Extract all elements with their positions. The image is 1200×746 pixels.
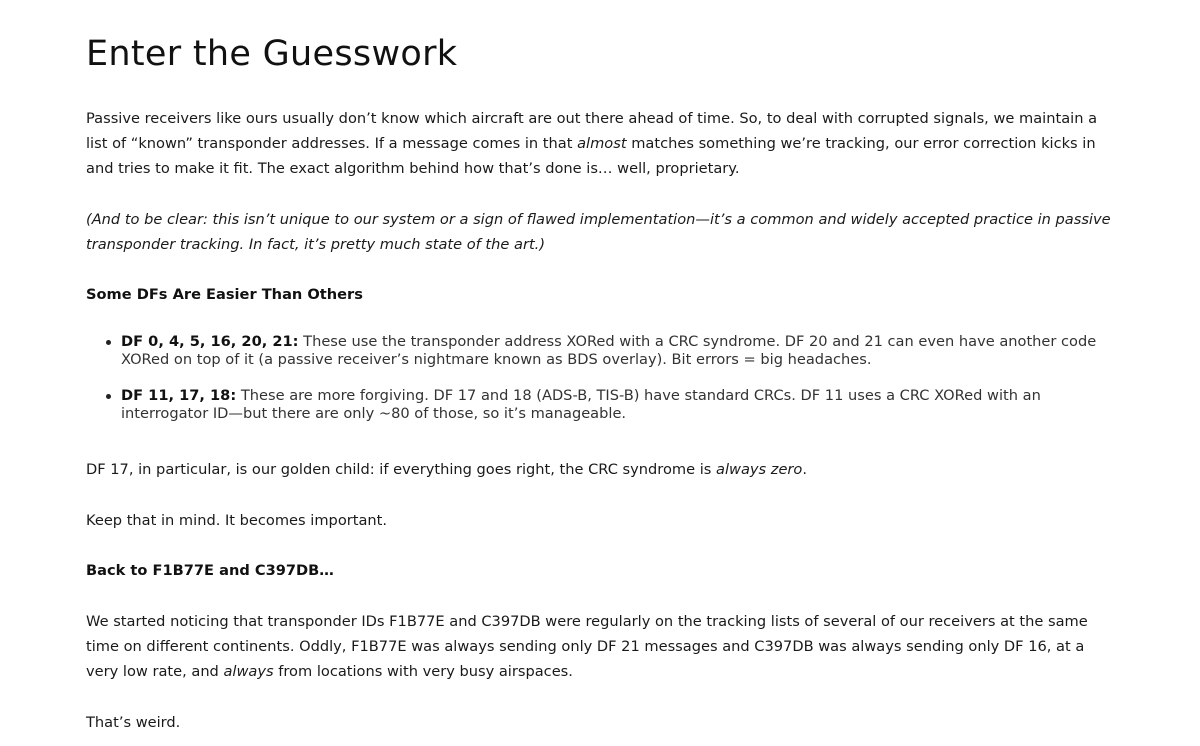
list-item-label: DF 11, 17, 18:	[121, 387, 237, 404]
closing-paragraph: That’s weird.	[86, 714, 181, 731]
observation-paragraph	[86, 609, 1116, 684]
list-item	[86, 333, 1116, 369]
list-item-text: These are more forgiving. DF 17 and 18 (ADS-B, TIS-B) have standard CRCs. DF 11 uses a CRC XORed with an interrogator ID—but there are only ~80 of those, so it’s manageable.	[121, 387, 1041, 422]
observation-emphasis: always	[223, 663, 274, 680]
page-title: Enter the Guesswork	[86, 34, 458, 74]
list-item-text: These use the transponder address XORed with a CRC syndrome. DF 20 and 21 can even have another code XORed on top of it (a passive receiver’s nightmare known as BDS overlay). Bit errors = big headaches.	[121, 333, 1097, 368]
df-list	[86, 333, 1116, 423]
section-heading-back: Back to F1B77E and C397DB…	[86, 562, 334, 579]
bullet-dot	[106, 340, 111, 345]
bullet-dot	[106, 394, 111, 399]
section-heading-dfs: Some DFs Are Easier Than Others	[86, 286, 363, 303]
df17-paragraph	[86, 457, 1116, 482]
aside-paragraph: (And to be clear: this isn’t unique to our system or a sign of flawed implementation—it’s a common and widely accepted practice in passive transponder tracking. In fact, it’s pretty much state of the art.)	[86, 211, 1111, 253]
observation-text-1: We started noticing that transponder IDs F1B77E and C397DB were regularly on the tracking lists of several of our receivers at the same time on different continents. Oddly, F1B77E was always sending only DF 21 messages and C397DB was always sending only DF 16, at a very low rate, and	[86, 613, 1088, 680]
intro-paragraph	[86, 106, 1116, 181]
observation-text-2: from locations with very busy airspaces.	[273, 663, 573, 680]
df17-text-2: .	[802, 461, 807, 478]
keep-in-mind-paragraph: Keep that in mind. It becomes important.	[86, 512, 388, 529]
intro-text-1: Passive receivers like ours usually don’t know which aircraft are out there ahead of time. So, to deal with corrupted signals, we maintain a list of “known” transponder addresses. If a message comes in that	[86, 110, 1098, 152]
df17-text-1: DF 17, in particular, is our golden child: if everything goes right, the CRC syndrome is	[86, 461, 717, 478]
df17-emphasis: always zero	[716, 461, 803, 478]
intro-emphasis: almost	[577, 135, 627, 152]
list-item	[86, 387, 1116, 423]
intro-text-2: matches something we’re tracking, our error correction kicks in and tries to make it fit. The exact algorithm behind how that’s done is… well, proprietary.	[86, 135, 1096, 177]
list-item-label: DF 0, 4, 5, 16, 20, 21:	[121, 333, 299, 350]
